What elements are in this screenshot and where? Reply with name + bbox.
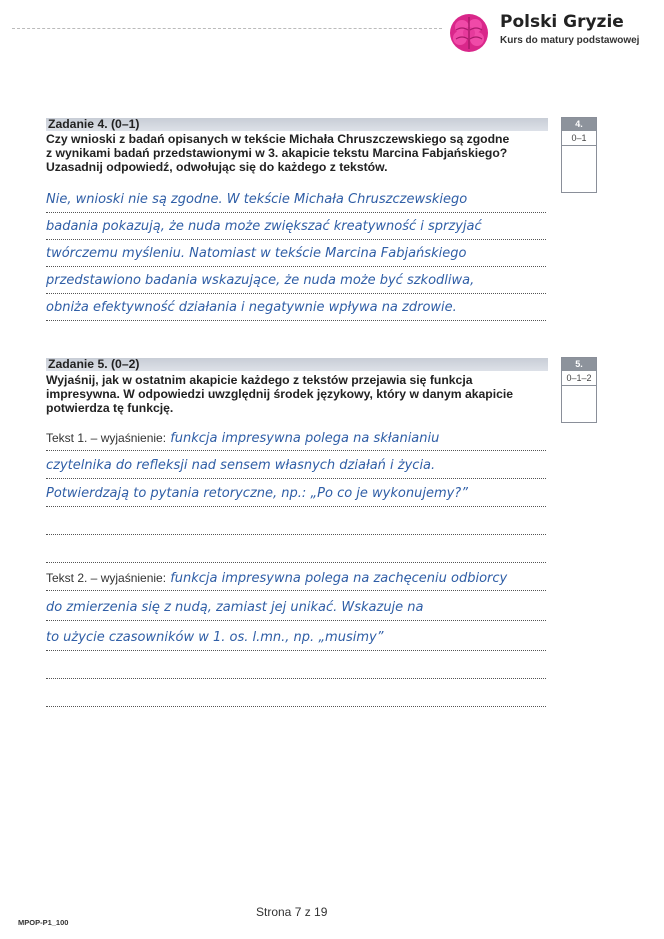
task4-score-range: 0–1 — [562, 131, 596, 146]
text2-label: Tekst 2. – wyjaśnienie: — [46, 571, 167, 585]
brand-subtitle: Kurs do matury podstawowej — [500, 35, 640, 46]
text1-label: Tekst 1. – wyjaśnienie: — [46, 431, 167, 445]
text2-answer-line: to użycie czasowników w 1. os. l.mn., np. „musimy” — [46, 628, 546, 651]
task4-score-number: 4. — [562, 118, 596, 131]
task4-question-line: Czy wnioski z badań opisanych w tekście Michała Chruszczewskiego są zgodne — [46, 132, 510, 146]
brain-icon — [448, 12, 490, 54]
text1-answer-line: Potwierdzają to pytania retoryczne, np.: „Po co je wykonujemy?” — [46, 484, 546, 507]
task4-title: Zadanie 4. (0–1) — [48, 117, 140, 131]
text1-answer-line — [46, 512, 546, 535]
page-number: Strona 7 z 19 — [256, 905, 328, 919]
brand-name: Polski Gryzie — [500, 12, 624, 32]
task4-answer-line: twórczemu myśleniu. Natomiast w tekście Marcina Fabjańskiego — [46, 244, 546, 267]
text1-answer-line — [46, 540, 546, 563]
task5-title: Zadanie 5. (0–2) — [48, 357, 140, 371]
task5-score-box — [561, 357, 597, 423]
task4-answer-line: obniża efektywność działania i negatywnie wpływa na zdrowie. — [46, 298, 546, 321]
task5-question-line: impresywna. W odpowiedzi uwzględnij środek językowy, który w danym akapicie — [46, 387, 514, 401]
task5-question-line: Wyjaśnij, jak w ostatnim akapicie każdego z tekstów przejawia się funkcja — [46, 373, 473, 387]
task4-answer-line: przedstawiono badania wskazujące, że nuda może być szkodliwa, — [46, 271, 546, 294]
text2-answer-line — [46, 656, 546, 679]
task5-question-line: potwierdza tę funkcję. — [46, 401, 174, 415]
text1-answer-text: funkcja impresywna polega na skłanianiu — [170, 431, 440, 446]
text1-answer-line: czytelnika do refleksji nad sensem własnych działań i życia. — [46, 456, 546, 479]
text1-answer-line — [46, 428, 546, 451]
text2-answer-line — [46, 568, 546, 591]
task4-question-line: Uzasadnij odpowiedź, odwołując się do każdego z tekstów. — [46, 160, 388, 174]
text2-answer-line: do zmierzenia się z nudą, zamiast jej unikać. Wskazuje na — [46, 598, 546, 621]
text2-answer-text: funkcja impresywna polega na zachęceniu odbiorcy — [170, 571, 508, 586]
task4-answer-line: Nie, wnioski nie są zgodne. W tekście Michała Chruszczewskiego — [46, 190, 546, 213]
task4-score-box — [561, 117, 597, 193]
header-rule — [12, 28, 442, 29]
task5-score-range: 0–1–2 — [562, 371, 596, 386]
text2-answer-line — [46, 684, 546, 707]
task4-answer-line: badania pokazują, że nuda może zwiększać kreatywność i sprzyjać — [46, 217, 546, 240]
task4-question-line: z wynikami badań przedstawionymi w 3. akapicie tekstu Marcina Fabjańskiego? — [46, 146, 508, 160]
task5-score-number: 5. — [562, 358, 596, 371]
document-code: MPOP-P1_100 — [18, 918, 69, 927]
